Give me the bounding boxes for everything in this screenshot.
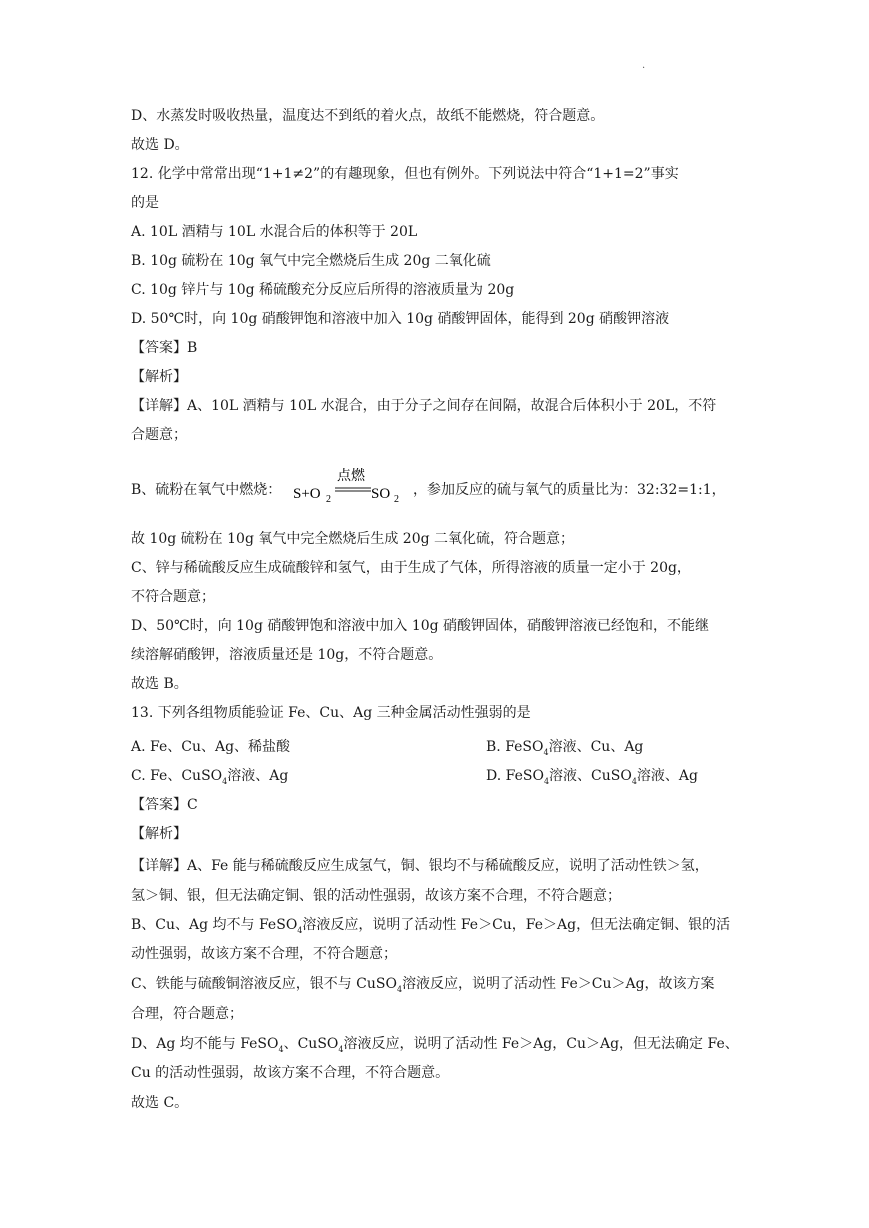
text-line: 合题意； bbox=[131, 427, 187, 443]
text-line: 合理，符合题意； bbox=[131, 1006, 243, 1022]
answer-label: 【答案】B bbox=[131, 340, 198, 356]
option-a: A. Fe、Cu、Ag、稀盐酸 bbox=[131, 739, 291, 755]
text-line: 故选 C。 bbox=[131, 1095, 189, 1111]
text-line: D、水蒸发时吸收热量，温度达不到纸的着火点，故纸不能燃烧，符合题意。 bbox=[131, 108, 605, 124]
equation-rhs-subscript: 2 bbox=[394, 494, 399, 505]
text-line-prefix: B、硫粉在氧气中燃烧： bbox=[131, 482, 282, 498]
equation-lhs: S+O bbox=[293, 486, 321, 502]
option-d: D. FeSO$_4$溶液、CuSO$_4$溶液、Ag bbox=[486, 768, 698, 786]
equation-rhs: SO bbox=[371, 486, 391, 502]
option-b: B. FeSO$_4$溶液、Cu、Ag bbox=[486, 739, 644, 757]
header-mark: . bbox=[642, 60, 646, 71]
reaction-condition: 点燃 bbox=[337, 468, 365, 484]
option-c: C. 10g 锌片与 10g 稀硫酸充分反应后所得的溶液质量为 20g bbox=[131, 282, 515, 298]
option-b: B. 10g 硫粉在 10g 氧气中完全燃烧后生成 20g 二氧化硫 bbox=[131, 253, 491, 269]
text-line: C、铁能与硫酸铜溶液反应，银不与 CuSO$_4$溶液反应，说明了活动性 Fe＞Cu＞Ag，故该方案 bbox=[131, 976, 715, 994]
text-line: 故 10g 硫粉在 10g 氧气中完全燃烧后生成 20g 二氧化硫，符合题意； bbox=[131, 531, 575, 547]
text-line: 续溶解硝酸钾，溶液质量还是 10g，不符合题意。 bbox=[131, 647, 443, 663]
text-line: 【详解】A、Fe 能与稀硫酸反应生成氢气，铜、银均不与稀硫酸反应，说明了活动性铁＞氢， bbox=[131, 858, 709, 874]
text-line: 不符合题意； bbox=[131, 589, 215, 605]
text-line: 的是 bbox=[131, 195, 159, 211]
question-13-stem: 13. 下列各组物质能验证 Fe、Cu、Ag 三种金属活动性强弱的是 bbox=[131, 705, 531, 721]
text-line: 动性强弱，故该方案不合理，不符合题意； bbox=[131, 946, 397, 962]
text-line: D、Ag 均不能与 FeSO$_4$、CuSO$_4$溶液反应，说明了活动性 Fe＞Ag，Cu＞Ag，但无法确定 Fe、 bbox=[131, 1036, 739, 1054]
combustion-equation bbox=[293, 468, 411, 508]
text-line: 故选 D。 bbox=[131, 137, 189, 153]
text-line: 氢＞铜、银，但无法确定铜、银的活动性强弱，故该方案不合理，不符合题意； bbox=[131, 888, 621, 904]
analysis-label: 【解析】 bbox=[131, 826, 187, 842]
question-12-stem: 12. 化学中常常出现“1+1≠2”的有趣现象，但也有例外。下列说法中符合“1+1=2”事实 bbox=[131, 166, 679, 182]
text-line-suffix: ，参加反应的硫与氧气的质量比为：32:32=1:1， bbox=[413, 482, 726, 498]
text-line: B、Cu、Ag 均不与 FeSO$_4$溶液反应，说明了活动性 Fe＞Cu，Fe＞Ag，但无法确定铜、银的活 bbox=[131, 917, 731, 935]
option-c: C. Fe、CuSO$_4$溶液、Ag bbox=[131, 768, 289, 786]
option-a: A. 10L 酒精与 10L 水混合后的体积等于 20L bbox=[131, 224, 418, 240]
answer-label: 【答案】C bbox=[131, 797, 198, 813]
option-d: D. 50℃时，向 10g 硝酸钾饱和溶液中加入 10g 硝酸钾固体，能得到 20g 硝酸钾溶液 bbox=[131, 311, 670, 327]
equation-lhs-subscript: 2 bbox=[326, 494, 331, 505]
text-line: 【详解】A、10L 酒精与 10L 水混合，由于分子之间存在间隔，故混合后体积小于 20L，不符 bbox=[131, 398, 717, 414]
text-line: Cu 的活动性强弱，故该方案不合理，不符合题意。 bbox=[131, 1065, 450, 1081]
text-line: C、锌与稀硫酸反应生成硫酸锌和氢气，由于生成了气体，所得溶液的质量一定小于 20g， bbox=[131, 560, 691, 576]
text-line: D、50℃时，向 10g 硝酸钾饱和溶液中加入 10g 硝酸钾固体，硝酸钾溶液已经饱和，不能继 bbox=[131, 618, 710, 634]
text-line: 故选 B。 bbox=[131, 676, 188, 692]
analysis-label: 【解析】 bbox=[131, 369, 187, 385]
